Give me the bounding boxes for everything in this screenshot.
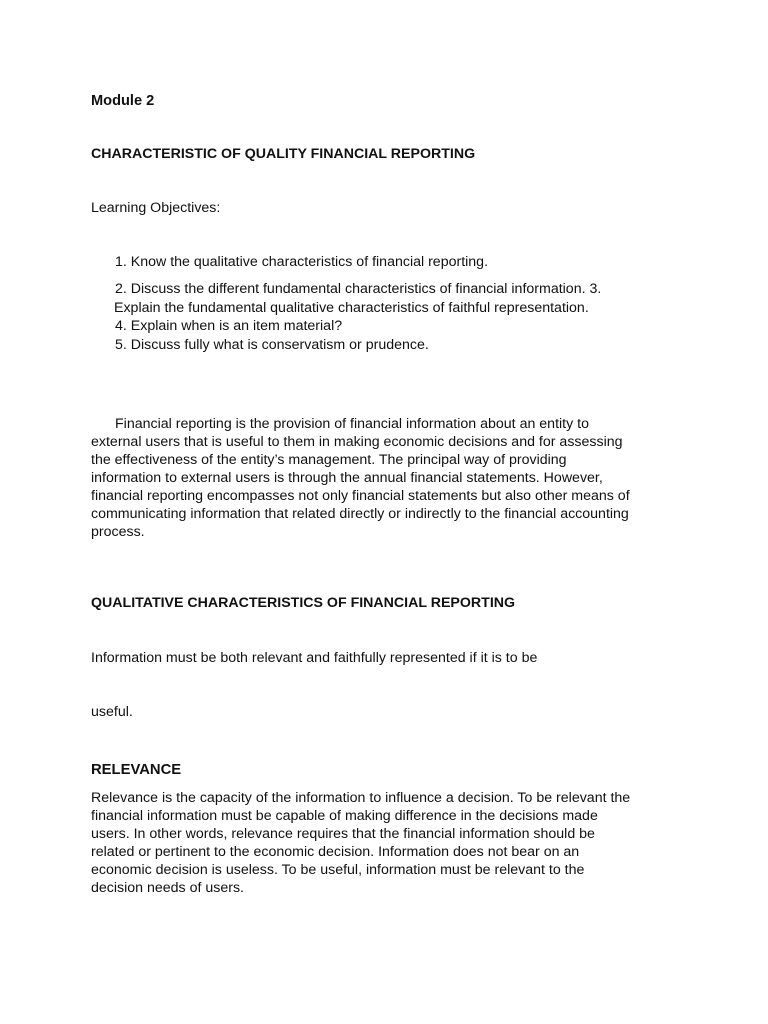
intro-paragraph-line: Financial reporting is the provision of financial information about an entity to <box>115 416 589 432</box>
objective-item-1: 1. Know the qualitative characteristics of financial reporting. <box>115 254 489 270</box>
relevance-heading: RELEVANCE <box>91 762 182 778</box>
module-heading: Module 2 <box>91 93 155 109</box>
intro-paragraph-line: process. <box>91 524 145 540</box>
intro-paragraph-line: communicating information that related directly or indirectly to the financial accounting <box>91 506 629 522</box>
relevance-paragraph <box>91 789 630 897</box>
objective-item-2-line-1: 2. Discuss the different fundamental characteristics of financial information. 3. <box>115 281 602 297</box>
document-title: CHARACTERISTIC OF QUALITY FINANCIAL REPORTING <box>91 146 476 162</box>
information-line-2: useful. <box>91 704 133 720</box>
intro-paragraph-line: information to external users is through the annual financial statements. However, <box>91 470 603 486</box>
relevance-paragraph-line: related or pertinent to the economic decision. Information does not bear on an <box>91 844 580 860</box>
intro-paragraph-line: financial reporting encompasses not only financial statements but also other means of <box>91 488 630 504</box>
intro-paragraph-line: external users that is useful to them in making economic decisions and for assessing <box>91 434 623 450</box>
objectives-list <box>115 280 601 354</box>
objective-item-4: 4. Explain when is an item material? <box>115 318 343 334</box>
intro-paragraph <box>91 415 630 541</box>
relevance-paragraph-line: economic decision is useless. To be useful, information must be relevant to the <box>91 862 585 878</box>
intro-paragraph-line: the effectiveness of the entity’s management. The principal way of providing <box>91 452 567 468</box>
information-line-1: Information must be both relevant and faithfully represented if it is to be <box>91 650 538 666</box>
relevance-paragraph-line: users. In other words, relevance requires that the financial information should be <box>91 826 595 842</box>
relevance-paragraph-line: Relevance is the capacity of the information to influence a decision. To be relevant the <box>91 790 631 806</box>
learning-objectives-label: Learning Objectives: <box>91 200 221 216</box>
objective-item-5: 5. Discuss fully what is conservatism or prudence. <box>115 336 429 353</box>
relevance-paragraph-line: decision needs of users. <box>91 880 245 896</box>
relevance-paragraph-line: financial information must be capable of making difference in the decisions made <box>91 808 598 824</box>
objective-item-2-line-2: Explain the fundamental qualitative characteristics of faithful representation. <box>114 299 589 316</box>
qualitative-heading: QUALITATIVE CHARACTERISTICS OF FINANCIAL REPORTING <box>91 595 516 611</box>
